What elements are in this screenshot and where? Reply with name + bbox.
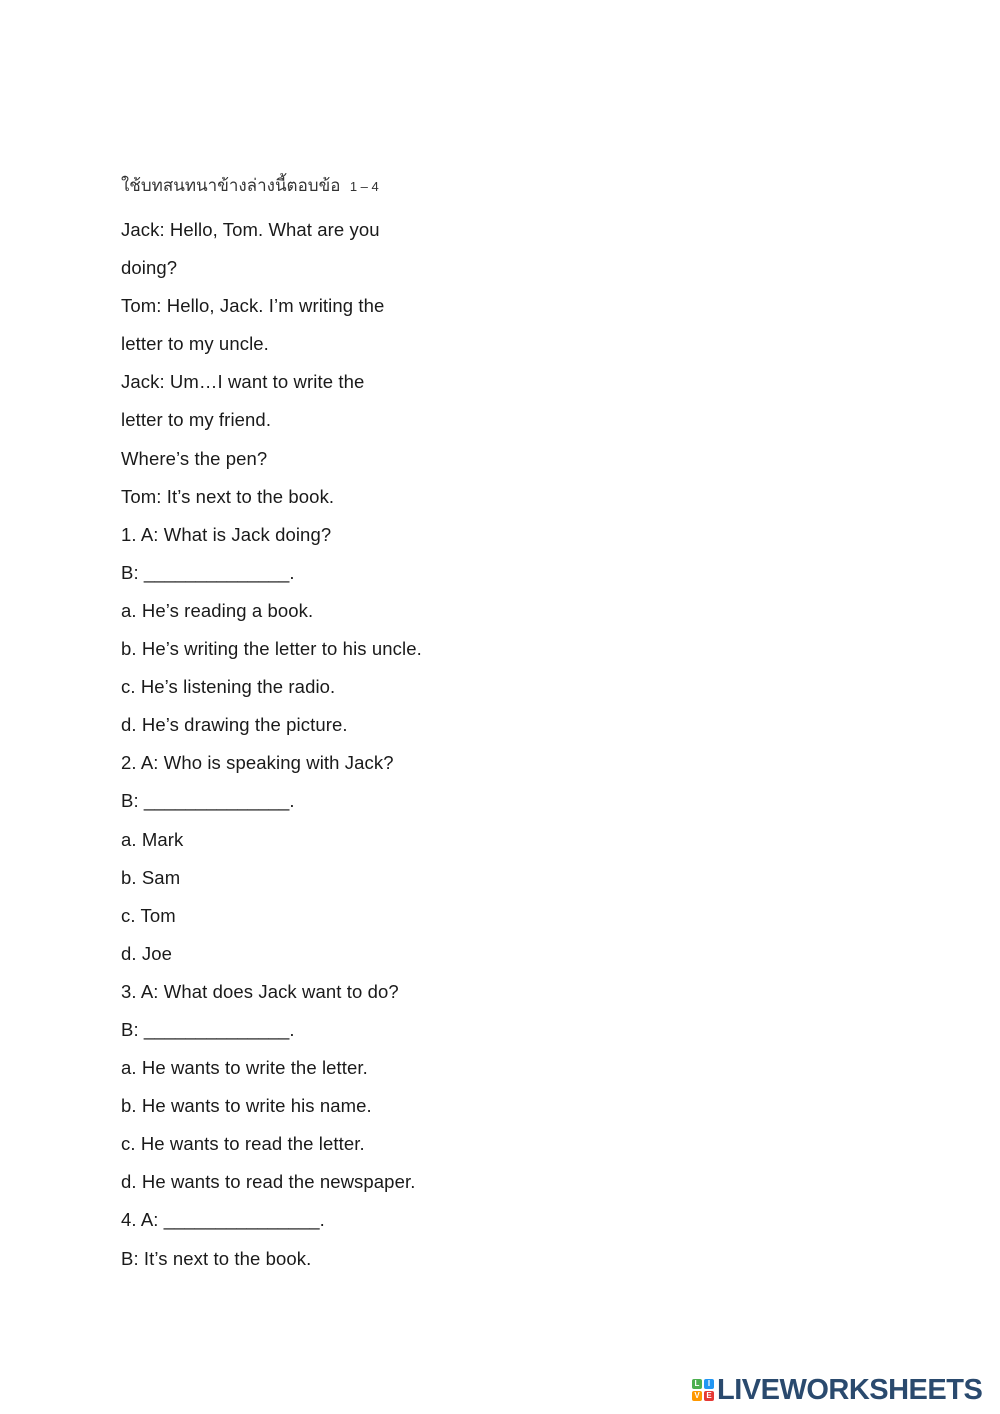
instruction-text: ใช้บทสนทนาข้างล่างนี้ตอบข้อ: [121, 176, 341, 196]
q1-option-b: b. He’s writing the letter to his uncle.: [121, 638, 422, 660]
q1-option-a: a. He’s reading a book.: [121, 599, 314, 621]
answer-blank-2: B: ______________.: [121, 790, 295, 812]
question-3: 3. A: What does Jack want to do?: [121, 980, 399, 1002]
q3-option-c: c. He wants to read the letter.: [121, 1133, 365, 1155]
logo-mark-icon: L I V E: [692, 1379, 714, 1401]
q2-option-a: a. Mark: [121, 828, 184, 850]
answer-blank-1: B: ______________.: [121, 561, 295, 583]
question-1: 1. A: What is Jack doing?: [121, 523, 332, 545]
liveworksheets-logo: [692, 1374, 982, 1406]
q1-option-d: d. He’s drawing the picture.: [121, 714, 348, 736]
q1-option-c: c. He’s listening the radio.: [121, 676, 336, 698]
q2-option-b: b. Sam: [121, 866, 181, 888]
instruction-range: 1 – 4: [349, 179, 379, 194]
dialogue-line-jack-1b: doing?: [121, 257, 178, 279]
answer-line-4: B: It’s next to the book.: [121, 1247, 312, 1269]
question-2: 2. A: Who is speaking with Jack?: [121, 752, 394, 774]
q3-option-a: a. He wants to write the letter.: [121, 1057, 368, 1079]
question-4: 4. A: _______________.: [121, 1209, 325, 1231]
dialogue-line-jack-1: Jack: Hello, Tom. What are you: [121, 219, 380, 240]
q2-option-d: d. Joe: [121, 942, 172, 964]
dialogue-line-tom-1: Tom: Hello, Jack. I’m writing the: [121, 295, 385, 317]
answer-blank-3: B: ______________.: [121, 1018, 295, 1040]
instruction: [121, 172, 379, 199]
dialogue-line-jack-2b: letter to my friend.: [121, 409, 272, 431]
dialogue-line-tom-1b: letter to my uncle.: [121, 333, 269, 355]
dialogue-line-jack-2c: Where’s the pen?: [121, 447, 268, 469]
worksheet-lines: [121, 216, 422, 1283]
q3-option-d: d. He wants to read the newspaper.: [121, 1171, 416, 1193]
logo-text: LIVEWORKSHEETS: [717, 1373, 983, 1406]
q3-option-b: b. He wants to write his name.: [121, 1095, 372, 1117]
dialogue-line-tom-2: Tom: It’s next to the book.: [121, 485, 335, 507]
q2-option-c: c. Tom: [121, 904, 176, 926]
dialogue-line-jack-2: Jack: Um…I want to write the: [121, 371, 365, 393]
